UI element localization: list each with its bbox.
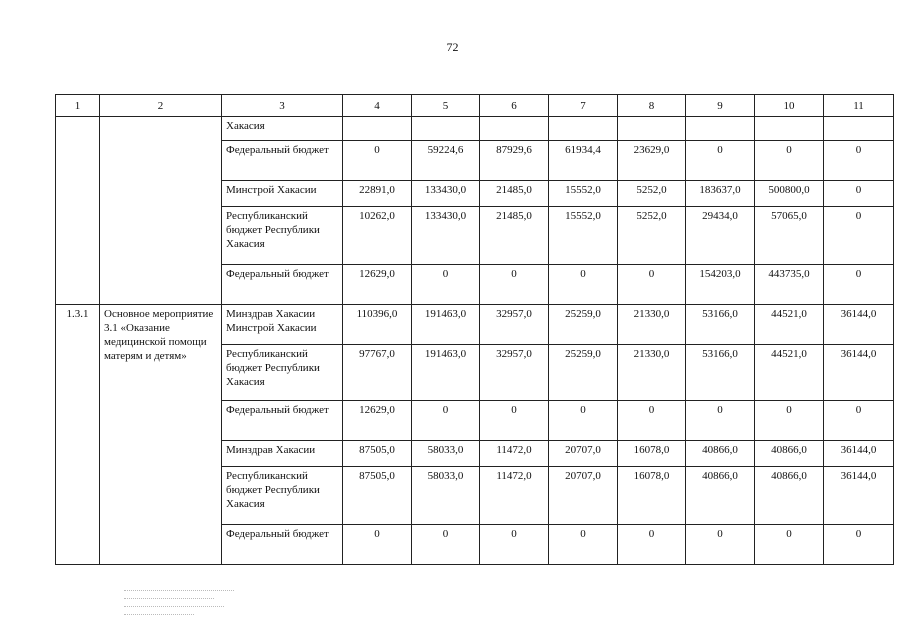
- page-number: 72: [446, 40, 459, 54]
- value-cell-col-7: 0: [549, 525, 618, 565]
- value-cell-col-9: [686, 117, 755, 141]
- value-cell-col-10: [755, 117, 824, 141]
- value-cell-col-8: 16078,0: [618, 441, 686, 467]
- value-cell-col-6: 87929,6: [480, 141, 549, 181]
- value-cell-col-9: 53166,0: [686, 305, 755, 345]
- value-cell-col-10: 44521,0: [755, 345, 824, 401]
- value-cell-col-10: 0: [755, 525, 824, 565]
- value-cell-col-4: 12629,0: [343, 401, 412, 441]
- value-cell-col-8: 16078,0: [618, 467, 686, 525]
- funding-source: Республиканский бюджет Республики Хакасия: [222, 467, 343, 525]
- value-cell-col-11: 36144,0: [824, 441, 894, 467]
- column-header-8: 8: [618, 95, 686, 117]
- value-cell-col-5: 133430,0: [412, 207, 480, 265]
- value-cell-col-9: 40866,0: [686, 467, 755, 525]
- value-cell-col-10: 500800,0: [755, 181, 824, 207]
- value-cell-col-11: 0: [824, 181, 894, 207]
- table-header: [56, 95, 894, 117]
- value-cell-col-5: 191463,0: [412, 345, 480, 401]
- value-cell-col-6: 21485,0: [480, 207, 549, 265]
- value-cell-col-10: 44521,0: [755, 305, 824, 345]
- value-cell-col-5: 58033,0: [412, 467, 480, 525]
- column-header-7: 7: [549, 95, 618, 117]
- value-cell-col-10: 443735,0: [755, 265, 824, 305]
- funding-source: Республиканский бюджет Республики Хакасия: [222, 207, 343, 265]
- value-cell-col-10: 40866,0: [755, 441, 824, 467]
- value-cell-col-4: 97767,0: [343, 345, 412, 401]
- value-cell-col-10: 0: [755, 401, 824, 441]
- funding-source: Минздрав Хакасии Минстрой Хакасии: [222, 305, 343, 345]
- value-cell-col-8: 0: [618, 525, 686, 565]
- value-cell-col-9: 183637,0: [686, 181, 755, 207]
- value-cell-col-6: [480, 117, 549, 141]
- value-cell-col-4: 0: [343, 141, 412, 181]
- value-cell-col-8: 0: [618, 265, 686, 305]
- value-cell-col-6: 0: [480, 265, 549, 305]
- value-cell-col-4: 22891,0: [343, 181, 412, 207]
- value-cell-col-9: 154203,0: [686, 265, 755, 305]
- value-cell-col-5: 191463,0: [412, 305, 480, 345]
- item-title: Основное мероприятие 3.1 «Оказание медицинской помощи матерям и детям»: [100, 305, 222, 565]
- value-cell-col-5: 133430,0: [412, 181, 480, 207]
- value-cell-col-7: 15552,0: [549, 207, 618, 265]
- value-cell-col-8: 0: [618, 401, 686, 441]
- value-cell-col-8: 21330,0: [618, 345, 686, 401]
- value-cell-col-11: 0: [824, 141, 894, 181]
- column-header-4: 4: [343, 95, 412, 117]
- value-cell-col-5: 0: [412, 265, 480, 305]
- value-cell-col-9: 0: [686, 141, 755, 181]
- column-header-3: 3: [222, 95, 343, 117]
- funding-source: Федеральный бюджет: [222, 401, 343, 441]
- value-cell-col-6: 0: [480, 525, 549, 565]
- item-code: 1.3.1: [56, 305, 100, 565]
- value-cell-col-6: 11472,0: [480, 467, 549, 525]
- column-header-9: 9: [686, 95, 755, 117]
- funding-source: Республиканский бюджет Республики Хакасия: [222, 345, 343, 401]
- value-cell-col-5: 59224,6: [412, 141, 480, 181]
- value-cell-col-11: 36144,0: [824, 305, 894, 345]
- value-cell-col-8: 21330,0: [618, 305, 686, 345]
- funding-source: Минстрой Хакасии: [222, 181, 343, 207]
- value-cell-col-8: 5252,0: [618, 207, 686, 265]
- value-cell-col-10: 57065,0: [755, 207, 824, 265]
- table-body: [56, 117, 894, 565]
- value-cell-col-4: [343, 117, 412, 141]
- funding-source: Минздрав Хакасии: [222, 441, 343, 467]
- value-cell-col-5: 0: [412, 525, 480, 565]
- value-cell-col-7: 15552,0: [549, 181, 618, 207]
- value-cell-col-11: 0: [824, 265, 894, 305]
- value-cell-col-7: 61934,4: [549, 141, 618, 181]
- column-header-6: 6: [480, 95, 549, 117]
- value-cell-col-11: [824, 117, 894, 141]
- header-row: [56, 95, 894, 117]
- faded-stamp: [120, 584, 240, 628]
- value-cell-col-4: 12629,0: [343, 265, 412, 305]
- value-cell-col-11: 0: [824, 401, 894, 441]
- column-header-2: 2: [100, 95, 222, 117]
- value-cell-col-11: 36144,0: [824, 467, 894, 525]
- column-header-10: 10: [755, 95, 824, 117]
- funding-source: Федеральный бюджет: [222, 525, 343, 565]
- funding-source: Федеральный бюджет: [222, 265, 343, 305]
- value-cell-col-6: 32957,0: [480, 305, 549, 345]
- value-cell-col-9: 0: [686, 401, 755, 441]
- value-cell-col-4: 110396,0: [343, 305, 412, 345]
- value-cell-col-4: 87505,0: [343, 467, 412, 525]
- value-cell-col-7: 0: [549, 401, 618, 441]
- value-cell-col-11: 0: [824, 207, 894, 265]
- value-cell-col-5: 58033,0: [412, 441, 480, 467]
- value-cell-col-7: [549, 117, 618, 141]
- item-code: [56, 117, 100, 305]
- value-cell-col-11: 0: [824, 525, 894, 565]
- value-cell-col-7: 20707,0: [549, 467, 618, 525]
- value-cell-col-9: 53166,0: [686, 345, 755, 401]
- column-header-5: 5: [412, 95, 480, 117]
- item-title: [100, 117, 222, 305]
- value-cell-col-8: 23629,0: [618, 141, 686, 181]
- funding-source: Федеральный бюджет: [222, 141, 343, 181]
- value-cell-col-9: 40866,0: [686, 441, 755, 467]
- column-header-1: 1: [56, 95, 100, 117]
- value-cell-col-7: 20707,0: [549, 441, 618, 467]
- value-cell-col-9: 0: [686, 525, 755, 565]
- value-cell-col-4: 10262,0: [343, 207, 412, 265]
- value-cell-col-7: 0: [549, 265, 618, 305]
- value-cell-col-6: 11472,0: [480, 441, 549, 467]
- value-cell-col-6: 32957,0: [480, 345, 549, 401]
- value-cell-col-4: 0: [343, 525, 412, 565]
- value-cell-col-10: 40866,0: [755, 467, 824, 525]
- column-header-11: 11: [824, 95, 894, 117]
- table-row: [56, 305, 894, 345]
- table-row: [56, 117, 894, 141]
- value-cell-col-9: 29434,0: [686, 207, 755, 265]
- value-cell-col-5: [412, 117, 480, 141]
- value-cell-col-6: 21485,0: [480, 181, 549, 207]
- value-cell-col-8: 5252,0: [618, 181, 686, 207]
- value-cell-col-10: 0: [755, 141, 824, 181]
- value-cell-col-5: 0: [412, 401, 480, 441]
- budget-table: [55, 94, 894, 565]
- value-cell-col-8: [618, 117, 686, 141]
- value-cell-col-4: 87505,0: [343, 441, 412, 467]
- funding-source: Хакасия: [222, 117, 343, 141]
- value-cell-col-11: 36144,0: [824, 345, 894, 401]
- value-cell-col-7: 25259,0: [549, 345, 618, 401]
- value-cell-col-7: 25259,0: [549, 305, 618, 345]
- value-cell-col-6: 0: [480, 401, 549, 441]
